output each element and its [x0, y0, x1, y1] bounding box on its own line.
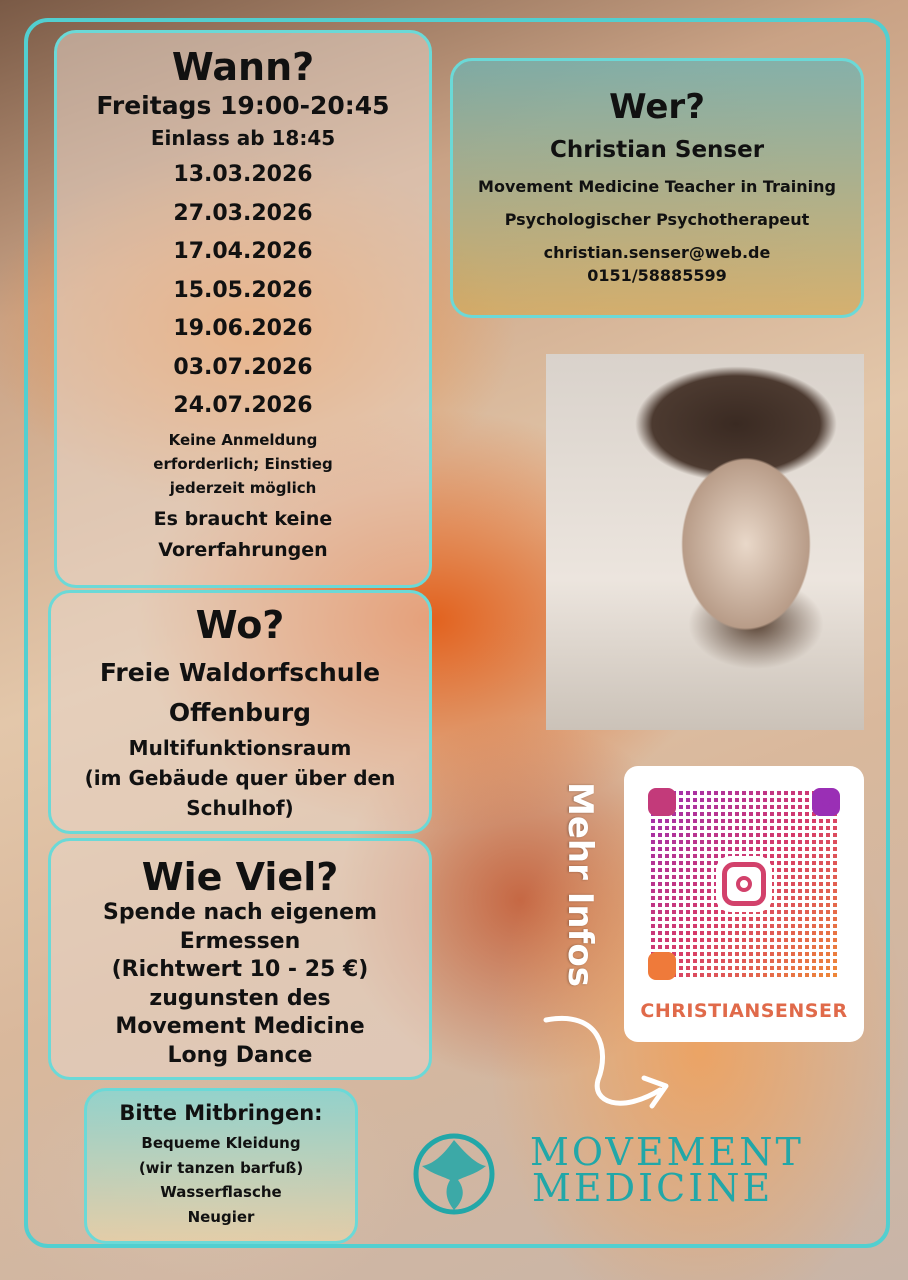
- when-heading: Wann?: [171, 45, 315, 89]
- bring-item: (wir tanzen barfuß): [138, 1158, 304, 1177]
- date-item: 13.03.2026: [173, 162, 313, 187]
- phoenix-logo-icon: [406, 1124, 502, 1220]
- who-role: Movement Medicine Teacher in Training: [478, 177, 836, 196]
- cost-line: Movement Medicine: [115, 1014, 365, 1039]
- note-line: Vorerfahrungen: [158, 538, 328, 561]
- who-role: Psychologischer Psychotherapeut: [504, 210, 810, 229]
- note-line: jederzeit möglich: [169, 478, 317, 497]
- venue-line: Freie Waldorfschule: [99, 658, 381, 687]
- logo-wordmark: [530, 1130, 830, 1210]
- instagram-qr-card[interactable]: [624, 766, 864, 1042]
- cost-line: (Richtwert 10 - 25 €): [111, 957, 369, 982]
- logo-line: MEDICINE: [532, 1166, 774, 1210]
- bring-item: Wasserflasche: [160, 1183, 282, 1201]
- experience-note: [57, 504, 429, 566]
- qr-finder: [648, 788, 676, 816]
- when-time: Freitags 19:00-20:45: [96, 91, 390, 120]
- registration-note: [57, 428, 429, 500]
- when-entry: Einlass ab 18:45: [150, 126, 336, 150]
- logo-line: MOVEMENT: [530, 1130, 804, 1174]
- where-heading: Wo?: [195, 603, 285, 647]
- more-info-label: Mehr Infos: [560, 782, 600, 987]
- note-line: Keine Anmeldung: [168, 430, 318, 449]
- instagram-handle: CHRISTIANSENSER: [640, 1000, 848, 1022]
- who-card: [450, 58, 864, 318]
- portrait-photo: [546, 354, 864, 730]
- cost-line: Long Dance: [167, 1042, 313, 1068]
- instagram-icon: [716, 856, 772, 912]
- date-item: 17.04.2026: [173, 239, 313, 264]
- room-detail: Schulhof): [186, 796, 294, 820]
- note-line: Es braucht keine: [153, 507, 333, 530]
- who-name: Christian Senser: [549, 137, 765, 163]
- bring-card: [84, 1088, 358, 1244]
- when-card: [54, 30, 432, 588]
- date-item: 19.06.2026: [173, 316, 313, 341]
- bring-list: [87, 1131, 355, 1229]
- venue-line: Offenburg: [168, 698, 312, 727]
- cost-heading: Wie Viel?: [141, 855, 339, 899]
- curved-arrow-icon: [540, 1010, 680, 1120]
- who-heading: Wer?: [609, 87, 705, 127]
- who-email[interactable]: christian.senser@web.de: [543, 243, 771, 262]
- qr-finder: [812, 788, 840, 816]
- date-item: 24.07.2026: [173, 393, 313, 418]
- date-item: 15.05.2026: [173, 277, 313, 303]
- note-line: erforderlich; Einstieg: [153, 454, 333, 473]
- cost-line: Ermessen: [179, 928, 301, 954]
- cost-text: [51, 899, 429, 1070]
- cost-line: zugunsten des: [149, 985, 331, 1011]
- cost-line: Spende nach eigenem: [102, 900, 377, 925]
- room: Multifunktionsraum: [128, 736, 352, 760]
- bring-item: Neugier: [187, 1207, 255, 1226]
- bring-heading: Bitte Mitbringen:: [119, 1101, 323, 1125]
- who-phone[interactable]: 0151/58885599: [587, 266, 727, 285]
- date-item: 03.07.2026: [173, 354, 313, 380]
- room-detail: (im Gebäude quer über den: [84, 766, 396, 790]
- qr-finder: [648, 952, 676, 980]
- qr-code[interactable]: [648, 788, 840, 980]
- where-card: [48, 590, 432, 834]
- date-item: 27.03.2026: [173, 200, 313, 226]
- cost-card: [48, 838, 432, 1080]
- date-list: [57, 156, 429, 426]
- bring-item: Bequeme Kleidung: [141, 1134, 301, 1152]
